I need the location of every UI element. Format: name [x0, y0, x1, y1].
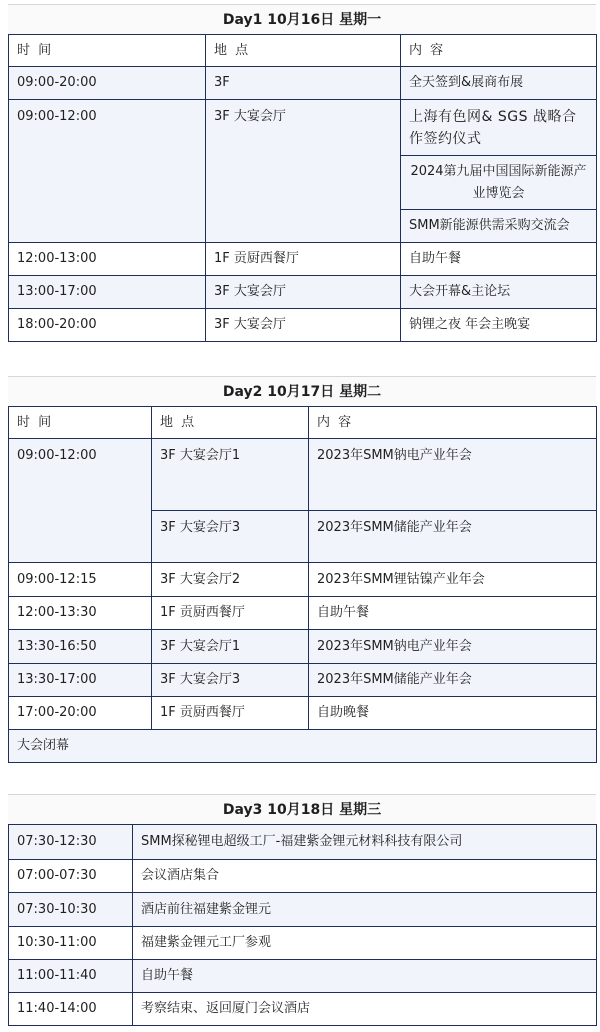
- day2-title: Day2 10月17日 星期二: [8, 376, 596, 407]
- header-place: 地 点: [152, 407, 309, 439]
- content-cell: SMM新能源供需采购交流会: [401, 210, 597, 243]
- table-row: [9, 439, 597, 511]
- table-row: [9, 960, 597, 993]
- table-row: [9, 597, 597, 630]
- place-cell: 1F 贡厨西餐厅: [152, 697, 309, 730]
- content-cell: 2023年SMM锂钴镍产业年会: [309, 563, 597, 597]
- content-cell: SMM探秘锂电超级工厂-福建紫金锂元材料科技有限公司: [133, 825, 597, 860]
- place-cell: 3F 大宴会厅: [206, 276, 401, 309]
- place-cell: 3F 大宴会厅3: [152, 664, 309, 697]
- content-cell: 自助晚餐: [309, 697, 597, 730]
- time-cell: 13:00-17:00: [9, 276, 206, 309]
- table-row: [9, 630, 597, 664]
- place-cell: 3F 大宴会厅1: [152, 439, 309, 511]
- day2-header-row: [9, 407, 597, 439]
- header-content: 内 容: [401, 35, 597, 67]
- table-row: [9, 927, 597, 960]
- time-cell: 18:00-20:00: [9, 309, 206, 342]
- table-row: [9, 67, 597, 100]
- day1-table: [8, 34, 597, 342]
- time-cell: 13:30-16:50: [9, 630, 152, 664]
- table-row: [9, 243, 597, 276]
- time-cell: 17:00-20:00: [9, 697, 152, 730]
- header-content: 内 容: [309, 407, 597, 439]
- content-cell: 2024第九届中国国际新能源产业博览会: [401, 156, 597, 210]
- table-row: [9, 730, 597, 763]
- time-cell: 11:40-14:00: [9, 993, 133, 1026]
- place-cell: 3F 大宴会厅2: [152, 563, 309, 597]
- time-cell: 07:00-07:30: [9, 860, 133, 893]
- table-row: [9, 893, 597, 927]
- time-cell: 12:00-13:00: [9, 243, 206, 276]
- time-cell: 10:30-11:00: [9, 927, 133, 960]
- content-cell: 考察结束、返回厦门会议酒店: [133, 993, 597, 1026]
- content-cell: 2023年SMM储能产业年会: [309, 664, 597, 697]
- content-cell: 福建紫金锂元工厂参观: [133, 927, 597, 960]
- time-cell: 07:30-12:30: [9, 825, 133, 860]
- place-cell: 3F 大宴会厅: [206, 309, 401, 342]
- day3-table: [8, 824, 597, 1026]
- place-cell: 1F 贡厨西餐厅: [206, 243, 401, 276]
- time-cell: 09:00-12:00: [9, 100, 206, 243]
- day3-title: Day3 10月18日 星期三: [8, 794, 596, 825]
- content-cell: 钠锂之夜 年会主晚宴: [401, 309, 597, 342]
- content-cell: 会议酒店集合: [133, 860, 597, 893]
- header-time: 时 间: [9, 407, 152, 439]
- table-row: [9, 993, 597, 1026]
- place-cell: 3F 大宴会厅: [206, 100, 401, 243]
- table-row: [9, 309, 597, 342]
- table-row: [9, 860, 597, 893]
- day1-title: Day1 10月16日 星期一: [8, 4, 596, 35]
- table-row: [9, 276, 597, 309]
- content-cell: 2023年SMM钠电产业年会: [309, 439, 597, 511]
- table-row: [9, 563, 597, 597]
- content-cell: 2023年SMM钠电产业年会: [309, 630, 597, 664]
- table-row: [9, 100, 597, 156]
- time-cell: 07:30-10:30: [9, 893, 133, 927]
- content-cell: 2023年SMM储能产业年会: [309, 511, 597, 563]
- day2-table: [8, 406, 597, 763]
- content-cell: 自助午餐: [401, 243, 597, 276]
- place-cell: 3F: [206, 67, 401, 100]
- content-cell: 自助午餐: [133, 960, 597, 993]
- table-row: [9, 697, 597, 730]
- content-cell: 全天签到&展商布展: [401, 67, 597, 100]
- time-cell: 09:00-12:15: [9, 563, 152, 597]
- table-row: [9, 664, 597, 697]
- header-place: 地 点: [206, 35, 401, 67]
- place-cell: 3F 大宴会厅1: [152, 630, 309, 664]
- time-cell: 11:00-11:40: [9, 960, 133, 993]
- content-cell: 上海有色网& SGS 战略合作签约仪式: [401, 100, 597, 156]
- time-cell: 09:00-12:00: [9, 439, 152, 563]
- content-cell: 自助午餐: [309, 597, 597, 630]
- table-row: [9, 825, 597, 860]
- place-cell: 1F 贡厨西餐厅: [152, 597, 309, 630]
- place-cell: 3F 大宴会厅3: [152, 511, 309, 563]
- header-time: 时 间: [9, 35, 206, 67]
- content-cell: 大会开幕&主论坛: [401, 276, 597, 309]
- day1-header-row: [9, 35, 597, 67]
- closing-cell: 大会闭幕: [9, 730, 597, 763]
- time-cell: 13:30-17:00: [9, 664, 152, 697]
- content-cell: 酒店前往福建紫金锂元: [133, 893, 597, 927]
- time-cell: 09:00-20:00: [9, 67, 206, 100]
- time-cell: 12:00-13:30: [9, 597, 152, 630]
